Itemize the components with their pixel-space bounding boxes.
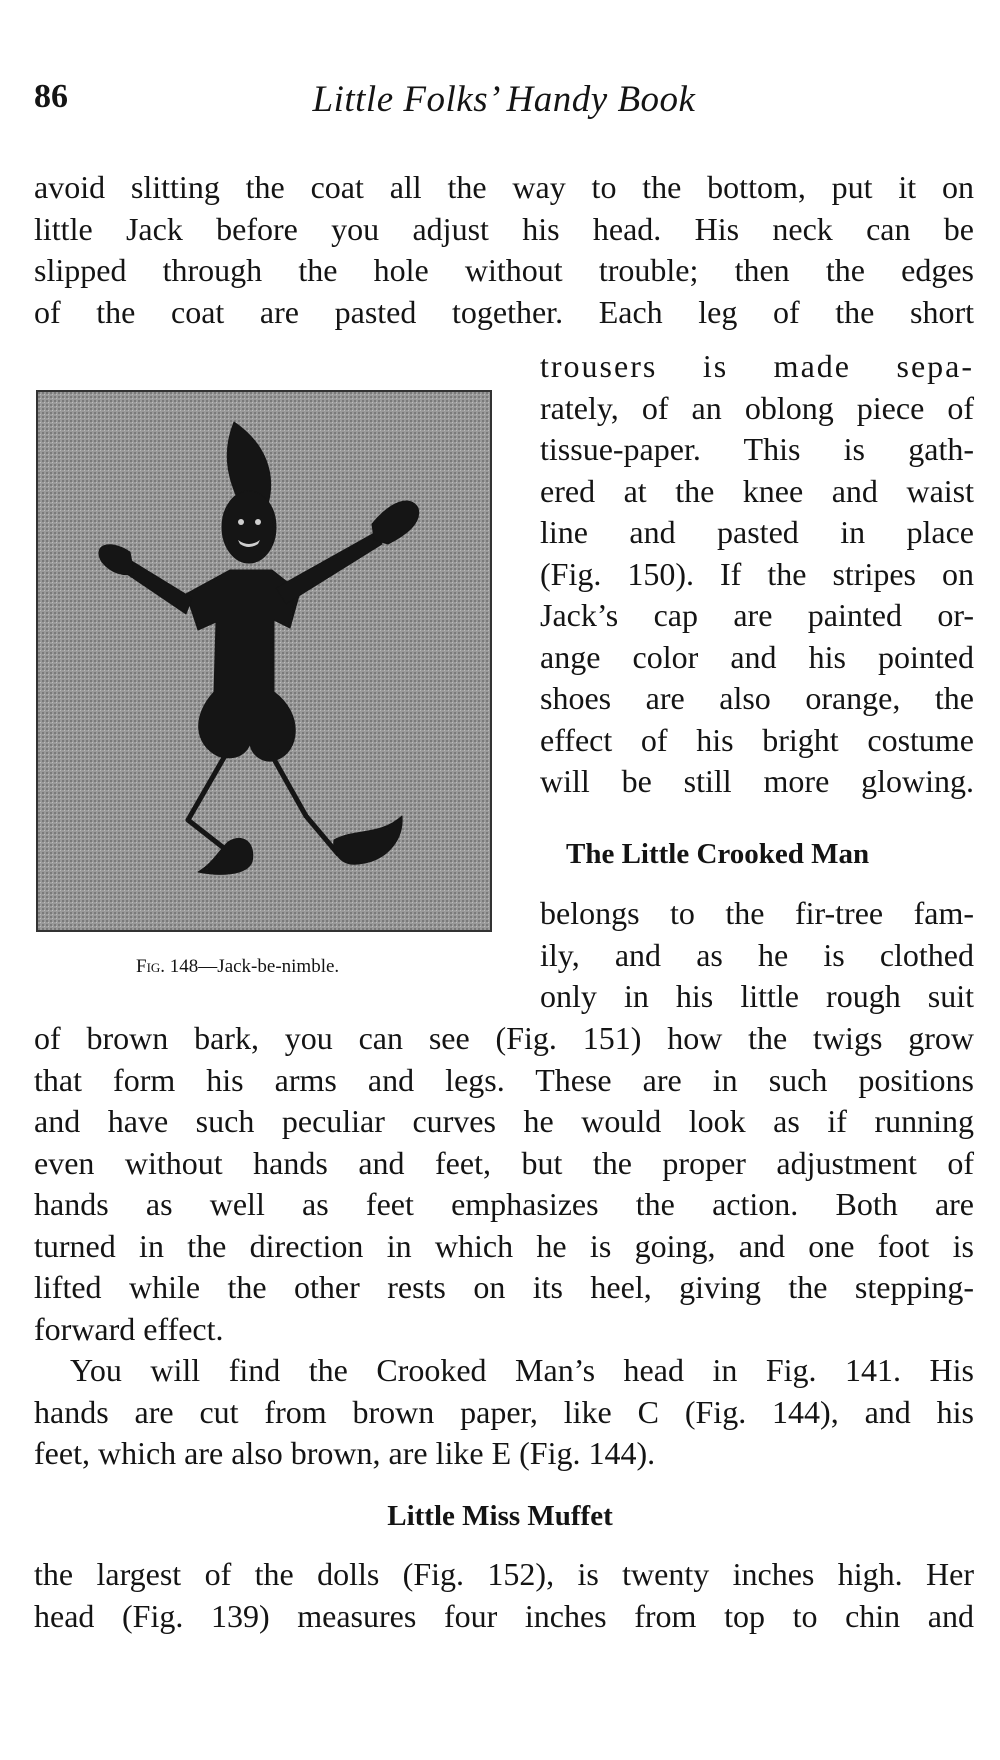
text-line: line and pasted in place [540,514,974,550]
page-number: 86 [34,78,68,115]
text-line: forward effect. [34,1310,224,1347]
jack-silhouette-image [38,392,490,930]
text-line: of the coat are pasted together. Each leg of the short [34,293,974,330]
text-line: that form his arms and legs. These are in such positions [34,1061,974,1098]
figure-148 [36,390,492,935]
text-line: effect of his bright costume [540,721,974,758]
paragraph-head [34,1350,974,1475]
text-line: shoes are also orange, the [540,680,974,716]
figure-label: Fig. 148 [136,956,199,977]
text-line: ered at the knee and waist [540,472,974,509]
paragraph-top [34,167,974,333]
text-line: slipped through the hole without trouble; then the edges [34,252,974,288]
text-line: hands as well as feet emphasizes the action. Both are [34,1186,974,1222]
text-line: lifted while the other rests on its heel, giving the stepping- [34,1269,974,1305]
text-line: belongs to the fir-tree fam- [540,895,974,931]
figure-caption [136,956,339,978]
page-header [34,78,974,130]
text-line: of brown bark, you can see (Fig. 151) how the twigs grow [34,1020,974,1056]
text-line: will be still more glowing. [540,763,974,799]
text-line: avoid slitting the coat all the way to the bottom, put it on [34,169,974,205]
text-line: tissue-paper. This is gath- [540,431,974,467]
running-title: Little Folks’ Handy Book [312,79,696,120]
text-line: You will find the Crooked Man’s head in Fig. 141. His [70,1352,974,1388]
text-line: little Jack before you adjust his head. His neck can be [34,210,974,247]
paragraph-crooked-side [540,893,974,1018]
text-line: feet, which are also brown, are like E (Fig. 144). [34,1435,656,1471]
text-line: only in his little rough suit [540,978,974,1014]
text-line: even without hands and feet, but the proper adjustment of [34,1144,974,1181]
text-line: the largest of the dolls (Fig. 152), is twenty inches high. Her [34,1556,974,1592]
text-line: ange color and his pointed [540,638,974,675]
figure-caption-text: —Jack-be-nimble. [198,956,340,977]
jack-be-nimble-illustration [36,390,492,932]
paragraph-muffet [34,1554,974,1637]
text-line: hands are cut from brown paper, like C (Fig. 144), and his [34,1393,974,1430]
text-line: rately, of an oblong piece of [540,389,974,426]
text-line: head (Fig. 139) measures four inches from top to chin and [34,1597,974,1634]
paragraph-crooked-full [34,1018,974,1350]
text-line: Jack’s cap are painted or- [540,597,974,633]
text-line: and have such peculiar curves he would look as if running [34,1103,974,1139]
text-line: (Fig. 150). If the stripes on [540,555,974,592]
text-line: ily, and as he is clothed [540,936,974,973]
paragraph-side [540,346,974,803]
section-heading-miss-muffet: Little Miss Muffet [387,1500,613,1532]
text-line: trousers is made sepa- [540,348,974,384]
section-heading-crooked-man: The Little Crooked Man [566,838,870,870]
text-line: turned in the direction in which he is going, and one foot is [34,1227,974,1264]
